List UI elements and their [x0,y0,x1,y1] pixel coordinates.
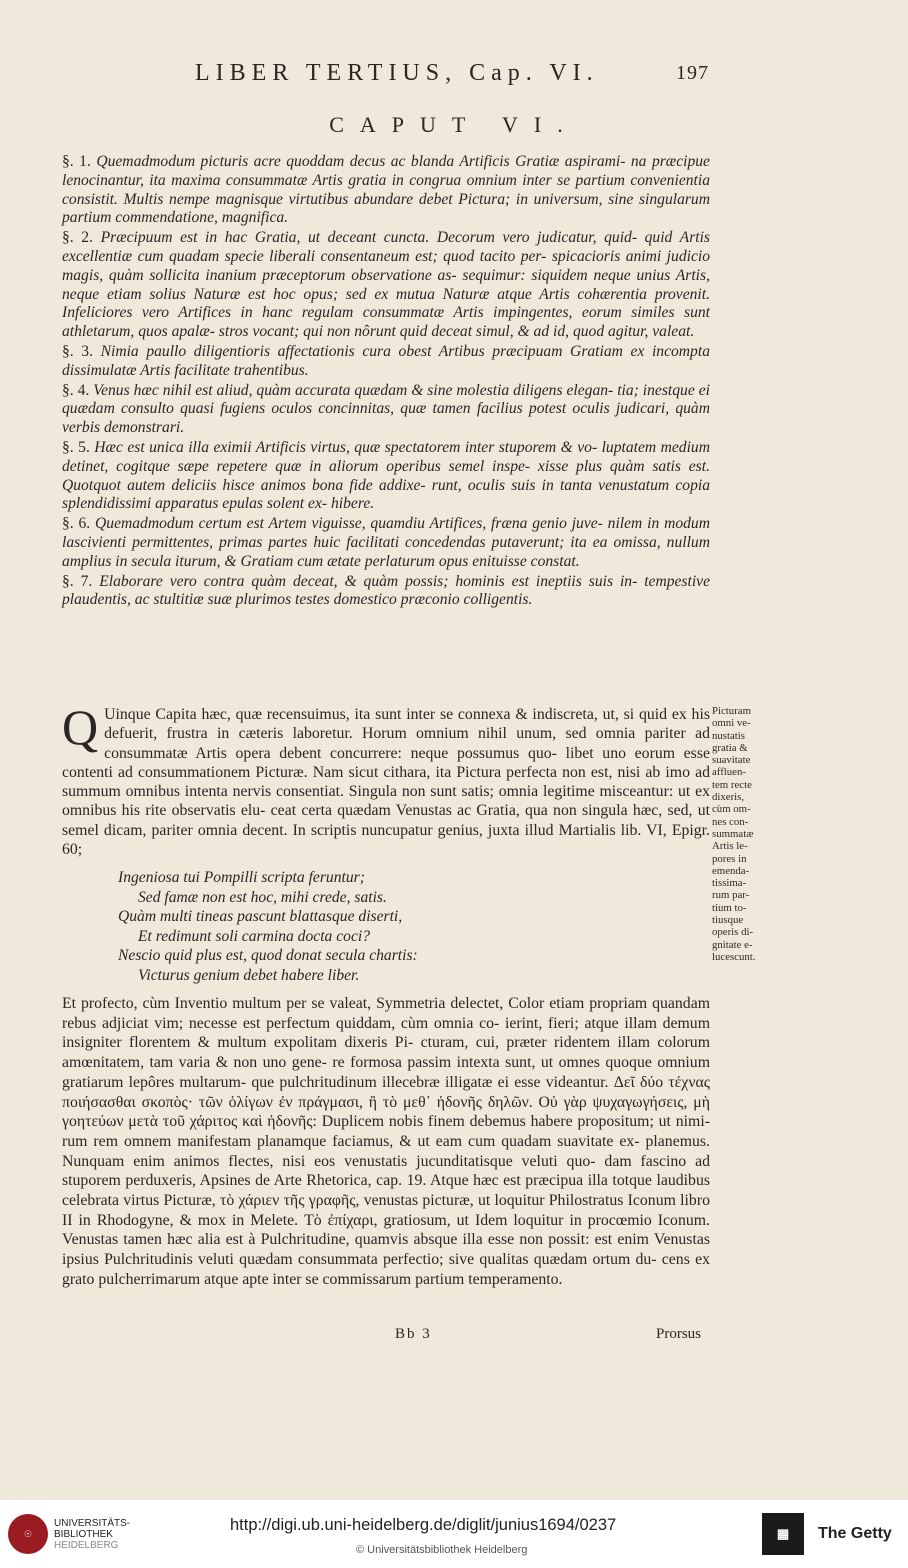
body-paragraph-intro [62,699,710,859]
body-paragraph-main: Et profecto, cùm Inventio multum per se valeat, Symmetria delectet, Color etiam propriam quandam rebus adjiciat vim; necesse est perfectum quiddam, cùm omnia co- ierint, fieri; atque illam demum insigniter florentem & multum expolitam dixeris Pi- cturam, cui, præter ridentem illam colorum amœnitatem, tam varia & non uno gene- re formosa passim intexta sunt, ut omnes quoque omnium gratiarum lepôres multarum- que pulchritudinum illecebræ illigatæ ei esse videantur. Δεῖ δύο τέχνας ποιήσασθαι σκοπὸς· τῶν ὁλίγων ἐν πράγμασι, ἢ τὸ μεθ᾽ ἡδονῆς δηλῶν. Οὐ γὰρ ψυχαγωγήσεις, μὴ γοητεύων μετὰ τοῦ χάριτος καὶ ἡδονῆς: Duplicem nobis finem debemus habere propositum; ut nimi- rum rem omnem manifestam planamque faciamus, & ut eam cum quadam suavitate ex- planemus. Nunquam enim animos flectes, nisi eos venustatis jucunditatisque veluti quo- dam fascino ad stuporem perduxeris, Apsines de Arte Rhetorica, cap. 19. Atque hæc est præcipua illa totque laudibus celebrata virtus Picturæ, τὸ χάριεν τῆς γραφῆς, venustas picturæ, ut loquitur Philostratus Iconum libro II in Rhodogyne, & mox in Melete. Τὸ ἐπίχαρι, gratiosum, ut Idem loquitur in procœmio Iconum. Venustas tamen hæc alia est à Pulchritudine, quamvis absque illa esse non possit: est enim Venustas ipsius Pulchritudinis veluti quædam consummata perfectio; sive qualitas quædam ortum du- cens ex grato pulcherrimarum atque apte inter se commissarum partium temperamento. [62,995,710,1288]
library-line: HEIDELBERG [54,1540,119,1551]
library-name [54,1518,130,1551]
summary-paragraph [62,382,710,438]
library-line: UNIVERSITÄTS- [54,1518,131,1529]
verse-line: Nescio quid plus est, quod donat secula chartis: [118,947,418,964]
margin-line: cùm om- [712,803,751,816]
summary-text: Venus hæc nihil est aliud, quàm accurata quædam & sine molestia diligens elegan- tia; inestque ei quædam consulto quasi fugiens oculos concinnitas, quæ tamen facilius potest oculis judicari, quàm verbis demonstrari. [62,381,710,437]
signature-mark: Bb 3 [395,1326,432,1342]
margin-line: omni ve- [712,717,751,730]
margin-line: gratia & [712,741,748,754]
margin-line: tissima- [712,877,747,890]
library-line: BIBLIOTHEK [54,1529,113,1540]
section-number: §. 7. [62,572,93,590]
getty-mark-icon: ▦ [762,1513,804,1555]
margin-line: operis di- [712,926,754,939]
summary-text: Elaborare vero contra quàm deceat, & quàm possis; hominis est ineptiis suis in- tempestive plaudentis, ac stultitiæ suæ plurimos testes domestico præconio colligentis. [62,572,711,609]
margin-line: emenda- [712,864,750,877]
section-number: §. 5. [62,438,90,456]
margin-line: Picturam [712,705,751,717]
margin-line: affluen- [712,766,746,779]
partner-name: The Getty [818,1525,892,1542]
margin-line: Artis le- [712,840,748,853]
summary-paragraph [62,573,710,611]
margin-line: lucescunt. [712,950,756,963]
page-number: 197 [676,62,709,84]
chapter-title: CAPUT VI. [329,112,579,137]
margin-line: summatæ [712,827,754,840]
summary-paragraph [62,229,710,342]
verse-line: Et redimunt soli carmina docta coci? [138,927,370,945]
chapter-summary [62,153,710,611]
margin-line: pores in [712,852,747,865]
copyright-notice: © Universitätsbibliothek Heidelberg [356,1544,528,1556]
marginal-note [712,705,770,963]
seal-icon: ☉ [8,1514,48,1554]
margin-line: tem recte [712,778,752,791]
verse-line: Quàm multi tineas pascunt blattasque diserti, [118,908,403,925]
margin-line: suavitate [712,754,751,767]
margin-line: dixeris, [712,791,745,804]
viewer-footer [0,1500,908,1568]
intro-text: Uinque Capita hæc, quæ recensuimus, ita sunt inter se connexa & indiscreta, ut, si quid ex his defuerit, frustra in cæteris laboretur. Horum omnium nihil unum, sed omnia pariter ad consummatæ Artis opera debent concurrere: neque possumus quo- libet uno eorum esse contenti ad consummationem Picturæ. Nam sicut cithara, ita Pictura perfecta non est, nisi ab imo ad summum omnibus intenta nervis consentiat. Singula non sunt satis; omnia legitime misceantur: ut ex omnibus his rite observatis elu- ceat certa quædam Venustas ac Gratia, qua non singula hæc, sed, ut semel dicam, pariter omnia decent. In scriptis nuncupatur genius, juxta illud Martialis lib. VI, Epigr. 60; [62,706,710,859]
margin-line: nes con- [712,815,749,828]
verse-line: Sed famæ non est hoc, mihi crede, satis. [138,888,387,906]
summary-text: Hæc est unica illa eximii Artificis virtus, quæ spectatorem inter stuporem & vo- luptatem medium detinet, cogitque sæpe repetere quæ in aliorum operibus semel inspe- xisse plus quàm satis est. Quotquot autem deliciis hisce animos bona fide addixe- runt, oculis suis in tanta venustatum copia splendidissimi apparatus epulas solent ex- hibere. [62,438,710,513]
section-number: §. 4. [62,381,90,399]
drop-cap: Q [62,699,99,755]
summary-text: Quemadmodum picturis acre quoddam decus ac blanda Artificis Gratiæ aspirami- na præcipue lenocinantur, ita maxima consummatæ Artis gratia in congrua omnium inter se partium convenientia consistit. Multis nempe magnisque virtutibus abundare debet Pictura; in universum, sine singularum partium commendatione, magnifica. [62,153,710,227]
summary-text: Nimia paullo diligentioris affectationis cura obest Artibus præcipuam Gratiam ex incompta dissimulatæ Artis facilitate trahentibus. [62,342,710,379]
catchword: Prorsus [656,1326,702,1342]
martial-epigram [118,868,678,985]
margin-line: gnitate e- [712,938,753,951]
verse-line: Victurus genium debet habere liber. [138,966,360,984]
margin-line: rum par- [712,889,750,902]
section-number: §. 1. [62,153,91,170]
summary-paragraph [62,515,710,571]
running-title: LIBER TERTIUS, Cap. VI. [195,60,599,86]
section-number: §. 2. [62,229,93,247]
summary-paragraph [62,343,710,381]
getty-logo[interactable] [762,1513,902,1557]
summary-text: Quemadmodum certum est Artem viguisse, quamdiu Artifices, fræna genio juve- nilem in modum lascivienti permittentes, primas partes huic facilitati concedendas putaverunt; ita ea omissa, nullum amplius in secula iturum, & Gratiam cum ætate perlaturum opus enituisse constat. [62,515,710,570]
section-number: §. 6. [62,515,91,533]
summary-paragraph [62,153,710,228]
margin-line: nustatis [712,729,745,742]
margin-line: tium to- [712,901,747,914]
university-library-logo[interactable] [8,1514,140,1556]
summary-paragraph [62,439,710,514]
permalink-url[interactable]: http://digi.ub.uni-heidelberg.de/diglit/junius1694/0237 [230,1516,617,1534]
section-number: §. 3. [62,342,93,360]
verse-line: Ingeniosa tui Pompilli scripta feruntur; [118,869,365,886]
summary-text: Præcipuum est in hac Gratia, ut deceant cuncta. Decorum vero judicatur, quid- quid Artis excellentiæ cum quadam specie liberali consentaneum est; quod tacito per- spicacioris animi judicio magis, quàm sollicita inanium præceptorum observatione as- sequimur: siquidem neque unius Artis, neque etiam solius Naturæ est hoc opus; sed ex mutua Naturæ atque Artis cohærentia provenit. Infeliciores vero Artifices in hanc regulam consummatæ Artis impingentes, eorum similes sunt athletarum, quos apalæ- stros vocant; qui non nôrunt quid deceat simul, & ad id, quod agitur, valeat. [62,229,710,341]
margin-line: tiusque [712,914,744,927]
